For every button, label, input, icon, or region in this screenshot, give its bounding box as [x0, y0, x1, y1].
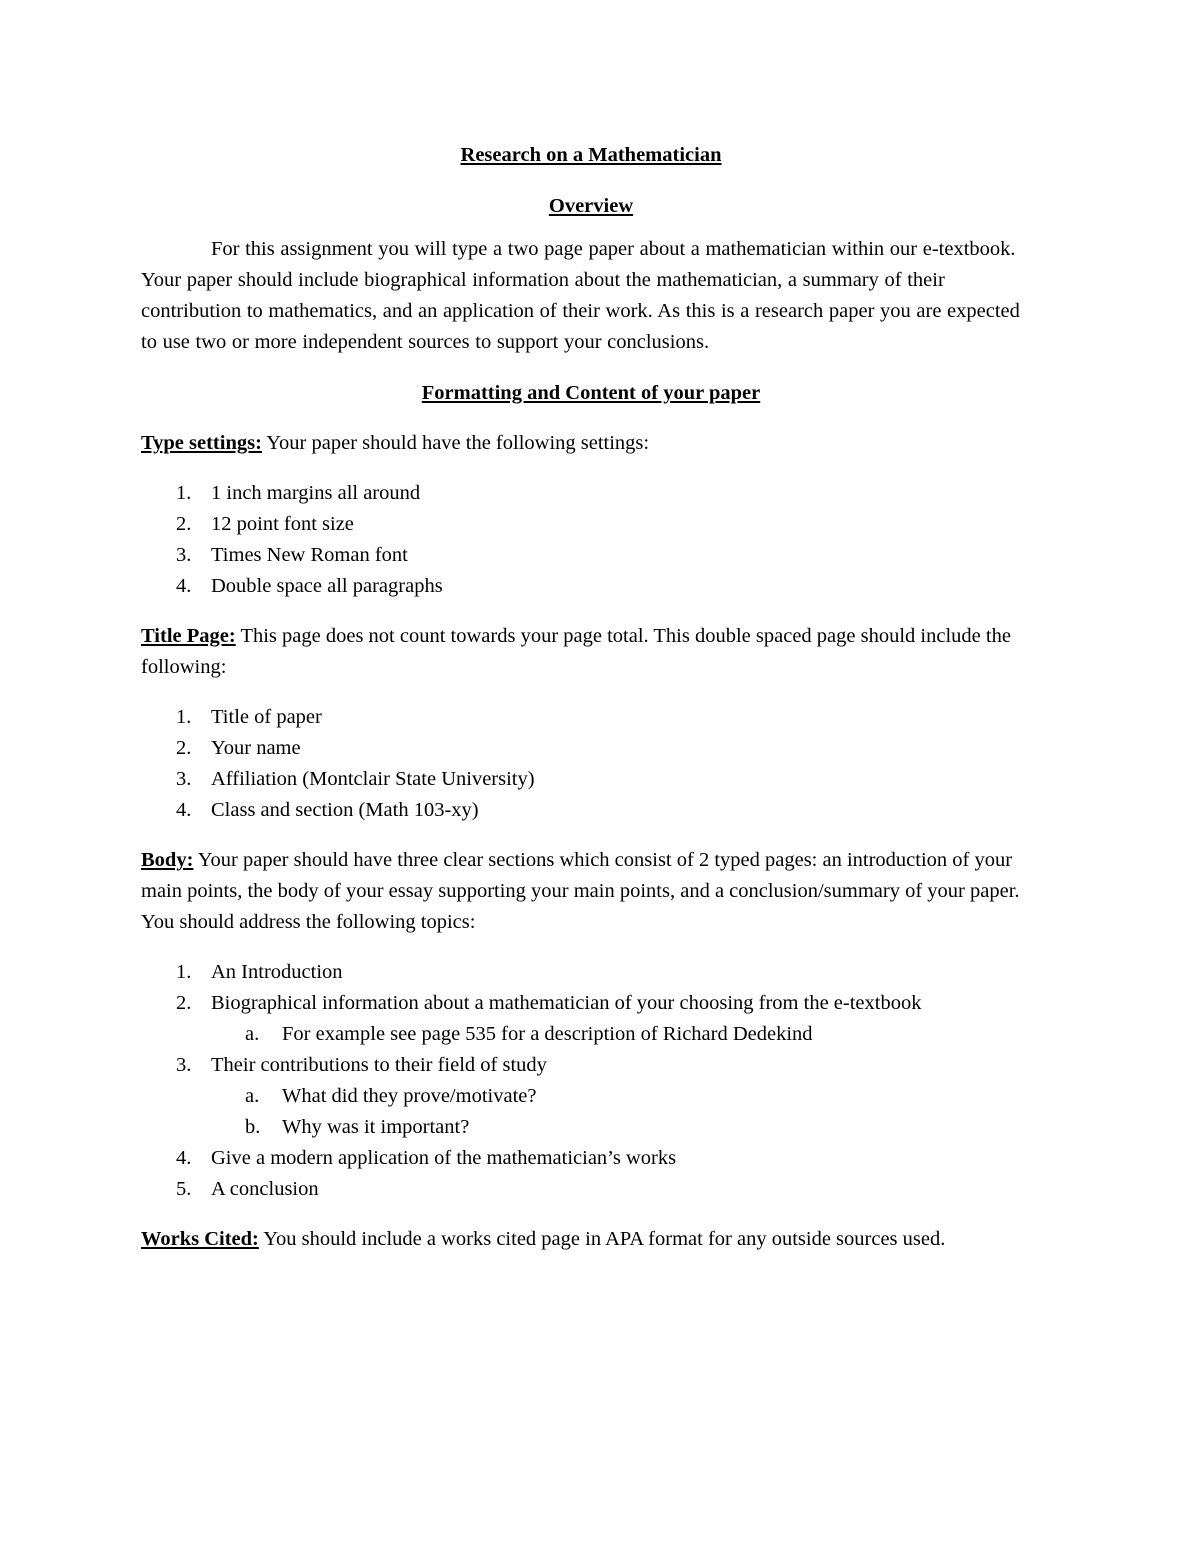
list-item-text: 12 point font size	[211, 513, 354, 535]
list-number: 4.	[176, 1147, 192, 1169]
formatting-heading: Formatting and Content of your paper	[421, 382, 761, 404]
title-page-label: Title Page:	[141, 625, 236, 647]
list-number: 5.	[176, 1178, 192, 1200]
sub-list-item	[211, 1112, 1041, 1143]
document-content	[141, 140, 1041, 1255]
sub-list	[211, 1081, 1041, 1143]
list-item	[141, 571, 1041, 602]
list-number: 3.	[176, 544, 192, 566]
body-paragraph	[141, 845, 1041, 938]
list-item	[141, 1050, 1041, 1143]
list-item-text: 1 inch margins all around	[211, 482, 421, 504]
list-item-text: Biographical information about a mathematician of your choosing from the e-textbook	[211, 992, 922, 1014]
list-item-text: Times New Roman font	[211, 544, 408, 566]
list-number: 4.	[176, 799, 192, 821]
sub-list-letter: b.	[245, 1116, 261, 1138]
works-cited-label: Works Cited:	[141, 1228, 259, 1250]
sub-list-item	[211, 1019, 1041, 1050]
body-topics-list	[141, 957, 1041, 1205]
list-item	[141, 733, 1041, 764]
title-page-list	[141, 702, 1041, 826]
list-item-text: Affiliation (Montclair State University)	[211, 768, 535, 790]
list-item	[141, 795, 1041, 826]
list-item	[141, 540, 1041, 571]
list-item	[141, 509, 1041, 540]
list-item	[141, 702, 1041, 733]
list-number: 4.	[176, 575, 192, 597]
list-number: 1.	[176, 961, 192, 983]
body-label: Body:	[141, 849, 194, 871]
type-settings-paragraph	[141, 428, 1041, 459]
list-item-text: Your name	[211, 737, 301, 759]
document-title: Research on a Mathematician	[460, 144, 722, 166]
list-item	[141, 764, 1041, 795]
list-number: 2.	[176, 737, 192, 759]
list-item-text: Their contributions to their field of study	[211, 1054, 547, 1076]
list-number: 1.	[176, 482, 192, 504]
list-item	[141, 478, 1041, 509]
type-settings-text: Your paper should have the following settings:	[261, 432, 650, 454]
sub-list	[211, 1019, 1041, 1050]
list-item-text: Class and section (Math 103-xy)	[211, 799, 479, 821]
list-item	[141, 988, 1041, 1050]
title-page-text: This page does not count towards your page total. This double spaced page should include the following:	[141, 625, 1011, 678]
list-item-text: Title of paper	[211, 706, 322, 728]
list-number: 2.	[176, 992, 192, 1014]
body-text: Your paper should have three clear sections which consist of 2 typed pages: an introduction of your main points, the body of your essay supporting your main points, and a conclusion/summary of your paper. You should address the following topics:	[141, 849, 1020, 933]
sub-list-item-text: For example see page 535 for a description of Richard Dedekind	[282, 1023, 813, 1045]
overview-paragraph: For this assignment you will type a two page paper about a mathematician within our e-textbook. Your paper should include biographical information about the mathematician, a summary of their contribution to mathematics, and an application of their work. As this is a research paper you are expected to use two or more independent sources to support your conclusions.	[141, 238, 1020, 353]
sub-list-letter: a.	[245, 1085, 260, 1107]
list-item-text: An Introduction	[211, 961, 343, 983]
list-item	[141, 1174, 1041, 1205]
overview-heading: Overview	[548, 195, 634, 217]
sub-list-item	[211, 1081, 1041, 1112]
list-item	[141, 957, 1041, 988]
works-cited-text: You should include a works cited page in APA format for any outside sources used.	[258, 1228, 946, 1250]
type-settings-label: Type settings:	[141, 432, 262, 454]
title-page-paragraph	[141, 621, 1041, 683]
list-item-text: Double space all paragraphs	[211, 575, 443, 597]
list-number: 1.	[176, 706, 192, 728]
list-item-text: A conclusion	[211, 1178, 319, 1200]
sub-list-letter: a.	[245, 1023, 260, 1045]
type-settings-list	[141, 478, 1041, 602]
sub-list-item-text: Why was it important?	[282, 1116, 470, 1138]
list-number: 2.	[176, 513, 192, 535]
works-cited-paragraph	[141, 1224, 1041, 1255]
sub-list-item-text: What did they prove/motivate?	[282, 1085, 537, 1107]
list-number: 3.	[176, 768, 192, 790]
list-item	[141, 1143, 1041, 1174]
list-number: 3.	[176, 1054, 192, 1076]
list-item-text: Give a modern application of the mathematician’s works	[211, 1147, 677, 1169]
